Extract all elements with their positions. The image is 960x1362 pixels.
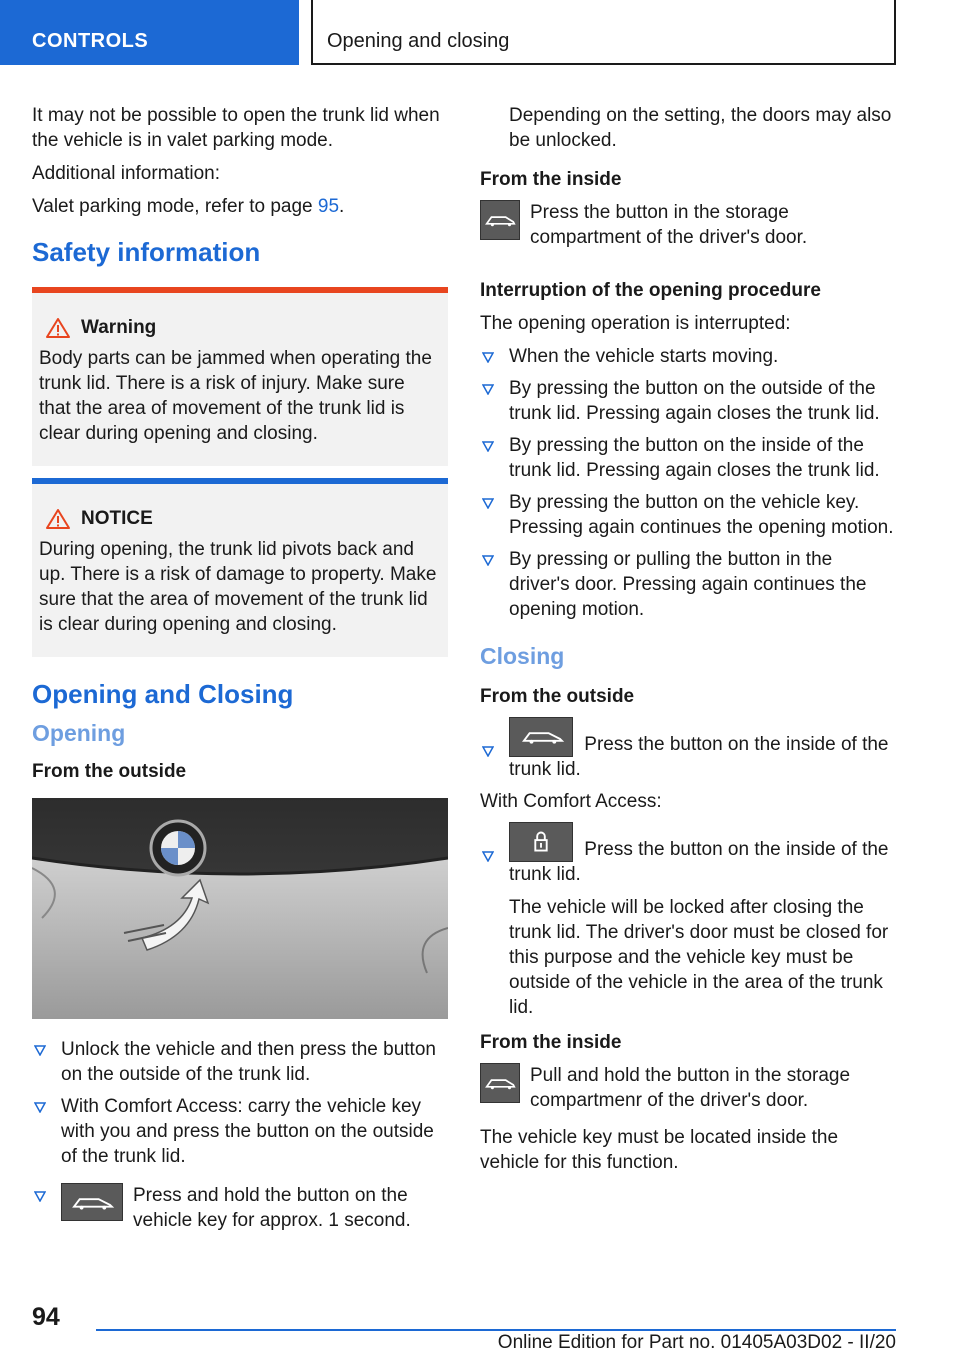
bullet-triangle-icon: [34, 1044, 46, 1056]
header-section-tab: [0, 0, 299, 65]
list-item: By pressing the button on the vehicle key. Pressing again continues the opening motion.: [480, 490, 896, 540]
trunk-close-button-icon: [509, 717, 573, 757]
header-section-label: CONTROLS: [32, 30, 149, 52]
bullet-triangle-icon: [482, 383, 494, 395]
list-item: By pressing the button on the outside of the trunk lid. Pressing again closes the trunk lid.: [480, 376, 896, 426]
key-press-text: Press and hold the button on the vehicle key for approx. 1 second.: [133, 1185, 411, 1231]
warning-box: [32, 287, 448, 466]
warning-text: Body parts can be jammed when operating the trunk lid. There is a risk of injury. Make sure that the area of movement of the trunk lid is clear during opening and closing.: [39, 348, 432, 444]
opening-heading: Opening: [32, 720, 126, 746]
list-item: By pressing the button on the inside of the trunk lid. Pressing again closes the trunk lid.: [480, 433, 896, 483]
list-item: Press the button on the inside of the trunk lid. The vehicle will be locked after closing the trunk lid. The driver's door must be closed for this purpose and the vehicle key must be outside of the vehicle in the area of the trunk lid.: [480, 822, 896, 1020]
vehicle-key-trunk-icon: [61, 1183, 123, 1221]
list-item: With Comfort Access: carry the vehicle key with you and press the button on the outside of the trunk lid.: [32, 1094, 448, 1169]
page-link[interactable]: 95: [317, 196, 340, 217]
notice-title: NOTICE: [81, 508, 153, 529]
safety-heading: Safety information: [32, 237, 261, 267]
bullet-triangle-icon: [34, 1190, 46, 1202]
door-storage-trunk-icon: [480, 200, 520, 240]
list-item: When the vehicle starts moving.: [480, 344, 896, 369]
bullet-triangle-icon: [482, 351, 494, 363]
list-item: By pressing or pulling the button in the driver's door. Pressing again continues the opening motion.: [480, 547, 896, 622]
bullet-triangle-icon: [482, 554, 494, 566]
list-item: Unlock the vehicle and then press the button on the outside of the trunk lid.: [32, 1037, 448, 1087]
additional-info-label: Additional information:: [32, 163, 220, 184]
left-column: [32, 103, 448, 1241]
closing-outside-list: [480, 717, 896, 782]
edition-text: Online Edition for Part no. 01405A03D02 - II/20: [497, 1332, 896, 1353]
trunk-button-photo: [32, 798, 448, 1019]
closing-from-outside-heading: From the outside: [480, 686, 635, 707]
warning-triangle-icon: [45, 317, 71, 339]
interruption-heading: Interruption of the opening procedure: [480, 280, 821, 301]
bullet-triangle-icon: [482, 440, 494, 452]
notice-box: [32, 478, 448, 657]
from-outside-heading: From the outside: [32, 761, 187, 782]
interruption-intro: The opening operation is interrupted:: [480, 313, 791, 334]
from-inside-heading: From the inside: [480, 169, 622, 190]
right-column: [480, 103, 896, 1183]
trunk-illustration: [32, 798, 448, 1019]
inside-opening-text: Press the button in the storage compartment of the driver's door.: [530, 202, 808, 248]
doors-unlocked-text: Depending on the setting, the doors may also be unlocked.: [509, 105, 892, 151]
bullet-triangle-icon: [34, 1101, 46, 1113]
header-title-box: [311, 0, 896, 65]
comfort-access-label: With Comfort Access:: [480, 791, 662, 812]
list-item: Press the button on the inside of the trunk lid.: [480, 717, 896, 782]
key-location-note: The vehicle key must be located inside the vehicle for this function.: [480, 1127, 839, 1173]
interruption-list: [480, 344, 896, 622]
notice-text: During opening, the trunk lid pivots back and up. There is a risk of damage to property. Make sure that the area of movement of the trunk lid is clear during opening and closing.: [39, 539, 437, 635]
auto-lock-note: The vehicle will be locked after closing the trunk lid. The driver's door must be closed for this purpose and the vehicle key must be outside of the vehicle in the area of the trunk lid.: [509, 897, 889, 1018]
opening-outside-list: [32, 1037, 448, 1233]
closing-from-inside-heading: From the inside: [480, 1032, 622, 1053]
valet-reference: Valet parking mode, refer to page 95.: [32, 196, 345, 217]
closing-comfort-list: [480, 822, 896, 1020]
inside-closing-text: Pull and hold the button in the storage compartmenr of the driver's door.: [530, 1065, 851, 1111]
bullet-triangle-icon: [482, 745, 494, 757]
bullet-triangle-icon: [482, 497, 494, 509]
door-storage-trunk-icon: [480, 1063, 520, 1103]
closing-heading: Closing: [480, 643, 565, 669]
opening-closing-heading: Opening and Closing: [32, 679, 294, 709]
header-title: Opening and closing: [327, 30, 510, 52]
page-number: 94: [32, 1303, 60, 1331]
notice-triangle-icon: [45, 508, 71, 530]
lock-button-icon: [509, 822, 573, 862]
bullet-triangle-icon: [482, 850, 494, 862]
footer-rule: [96, 1329, 896, 1331]
warning-title: Warning: [81, 317, 157, 338]
list-item: [32, 1183, 448, 1233]
intro-paragraph: It may not be possible to open the trunk lid when the vehicle is in valet parking mode.: [32, 105, 440, 151]
